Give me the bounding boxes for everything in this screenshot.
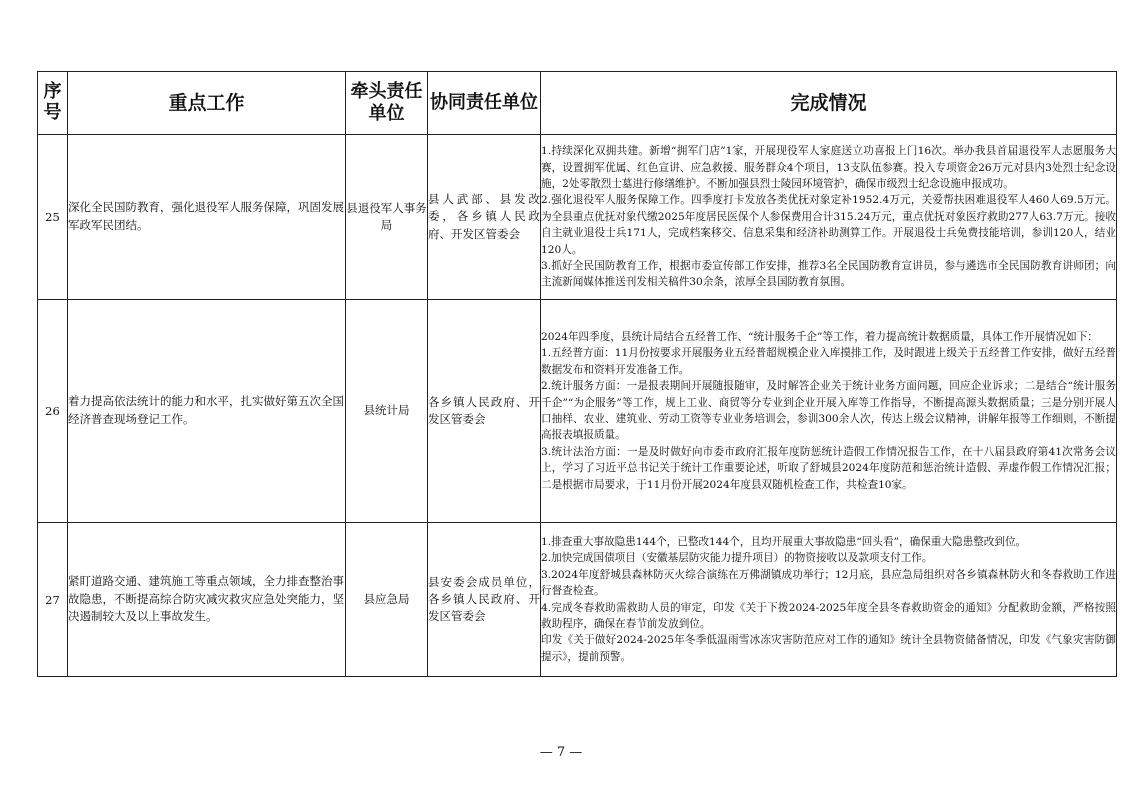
page-number: — 7 — xyxy=(539,745,583,760)
row-completion-status xyxy=(541,135,1117,300)
completion-paragraph: 1.持续深化双拥共建。新增“拥军门店”1家，开展现役军人家庭送立功喜报上门16次。举办我县首届退役军人志愿服务大赛，设置拥军优属、红色宣讲、应急救援、服务群众4个项目，13支队伍参赛。投入专项资金26万元对县内3处烈士纪念设施，2处零散烈士墓进行修缮维护。不断加强县烈士陵园环境管护，确保市级烈士纪念设施申报成功。 xyxy=(541,145,1116,190)
work-progress-table xyxy=(37,71,1117,677)
row-key-work: 紧盯道路交通、建筑施工等重点领域，全力排查整治事故隐患，不断提高综合防灾减灾救灾应急处突能力，坚决遏制较大及以上事故发生。 xyxy=(68,523,346,677)
completion-paragraph: 2.统计服务方面：一是报表期间开展随报随审，及时解答企业关于统计业务方面问题，回应企业诉求；二是结合“统计服务千企”“为企服务”等工作，规上工业、商贸等分专业到企业开展入库等工作指导，不断提高源头数据质量；三是分别开展人口抽样、农业、建筑业、劳动工资等专业业务培训会，参训300余人次，传达上级会议精神，讲解年报等工作细则，不断提高报表填报质量。 xyxy=(541,380,1116,442)
completion-paragraph: 2.强化退役军人服务保障工作。四季度打卡发放各类优抚对象定补1952.4万元，关爱帮扶困难退役军人460人69.5万元。为全县重点优抚对象代缴2025年度居民医保个人参保费用合计315.24万元，重点优抚对象医疗救助277人63.7万元。接收自主就业退役士兵171人，完成档案移交、信息采集和经济补助测算工作。开展退役士兵免费技能培训，参训120人，结业120人。 xyxy=(541,194,1116,256)
header-completion-status: 完成情况 xyxy=(541,72,1117,135)
row-key-work: 深化全民国防教育，强化退役军人服务保障，巩固发展军政军民团结。 xyxy=(68,135,346,300)
header-key-work: 重点工作 xyxy=(68,72,346,135)
completion-paragraph: 3.统计法治方面：一是及时做好向市委市政府汇报年度防惩统计造假工作情况报告工作，在十八届县政府第41次常务会议上，学习了习近平总书记关于统计工作重要论述，听取了舒城县2024年度防范和惩治统计造假、弄虚作假工作情况汇报；二是根据市局要求，于11月份开展2024年度县双随机检查工作，共检查10家。 xyxy=(541,445,1116,491)
completion-paragraph: 4.完成冬春救助需救助人员的审定，印发《关于下拨2024-2025年度全县冬春救助资金的通知》分配救助金额，严格按照救助程序，确保在春节前发放到位。 xyxy=(541,601,1116,630)
header-serial-number: 序号 xyxy=(38,72,68,135)
table-row xyxy=(38,300,1117,523)
completion-paragraph: 2.加快完成国债项目（安徽基层防灾能力提升项目）的物资接收以及款项支付工作。 xyxy=(541,552,933,565)
table-row xyxy=(38,135,1117,300)
completion-paragraph: 2024年四季度，县统计局结合五经普工作、“统计服务千企”等工作，着力提高统计数据质量，具体工作开展情况如下： xyxy=(541,330,1098,343)
table-row xyxy=(38,523,1117,677)
row-lead-unit: 县统计局 xyxy=(346,300,428,523)
row-completion-status xyxy=(541,300,1117,523)
row-cooperating-unit: 县安委会成员单位，各乡镇人民政府、开发区管委会 xyxy=(428,523,541,677)
row-lead-unit: 县应急局 xyxy=(346,523,428,677)
completion-paragraph: 1.排查重大事故隐患144个，已整改144个，且均开展重大事故隐患“回头看”，确保重大隐患整改到位。 xyxy=(541,535,1027,548)
completion-paragraph: 1.五经普方面：11月份按要求开展服务业五经普超规模企业入库摸排工作，及时跟进上级关于五经普工作安排，做好五经普数据发布和资料开发准备工作。 xyxy=(541,347,1116,376)
table-header-row xyxy=(38,72,1117,135)
completion-paragraph: 印发《关于做好2024-2025年冬季低温雨雪冰冻灾害防范应对工作的通知》统计全县物资储备情况，印发《气象灾害防御提示》，提前预警。 xyxy=(541,634,1116,663)
row-cooperating-unit: 各乡镇人民政府、开发区管委会 xyxy=(428,300,541,523)
row-serial-number: 26 xyxy=(38,300,68,523)
row-serial-number: 27 xyxy=(38,523,68,677)
completion-paragraph: 3.抓好全民国防教育工作，根据市委宣传部工作安排，推荐3名全民国防教育宣讲员，参与遴选市全民国防教育讲师团；向主流新闻媒体推送刊发相关稿件30余条，浓厚全县国防教育氛围。 xyxy=(541,260,1116,289)
row-key-work: 着力提高依法统计的能力和水平，扎实做好第五次全国经济普查现场登记工作。 xyxy=(68,300,346,523)
completion-paragraph: 3.2024年度舒城县森林防灭火综合演练在万佛湖镇成功举行；12月底，县应急局组织对各乡镇森林防火和冬春救助工作进行督查检查。 xyxy=(541,568,1116,598)
header-cooperating-unit: 协同责任单位 xyxy=(428,72,541,135)
row-cooperating-unit: 县人武部、县发改委，各乡镇人民政府、开发区管委会 xyxy=(428,135,541,300)
row-serial-number: 25 xyxy=(38,135,68,300)
row-lead-unit: 县退役军人事务局 xyxy=(346,135,428,300)
row-completion-status xyxy=(541,523,1117,677)
header-lead-unit: 牵头责任单位 xyxy=(346,72,428,135)
